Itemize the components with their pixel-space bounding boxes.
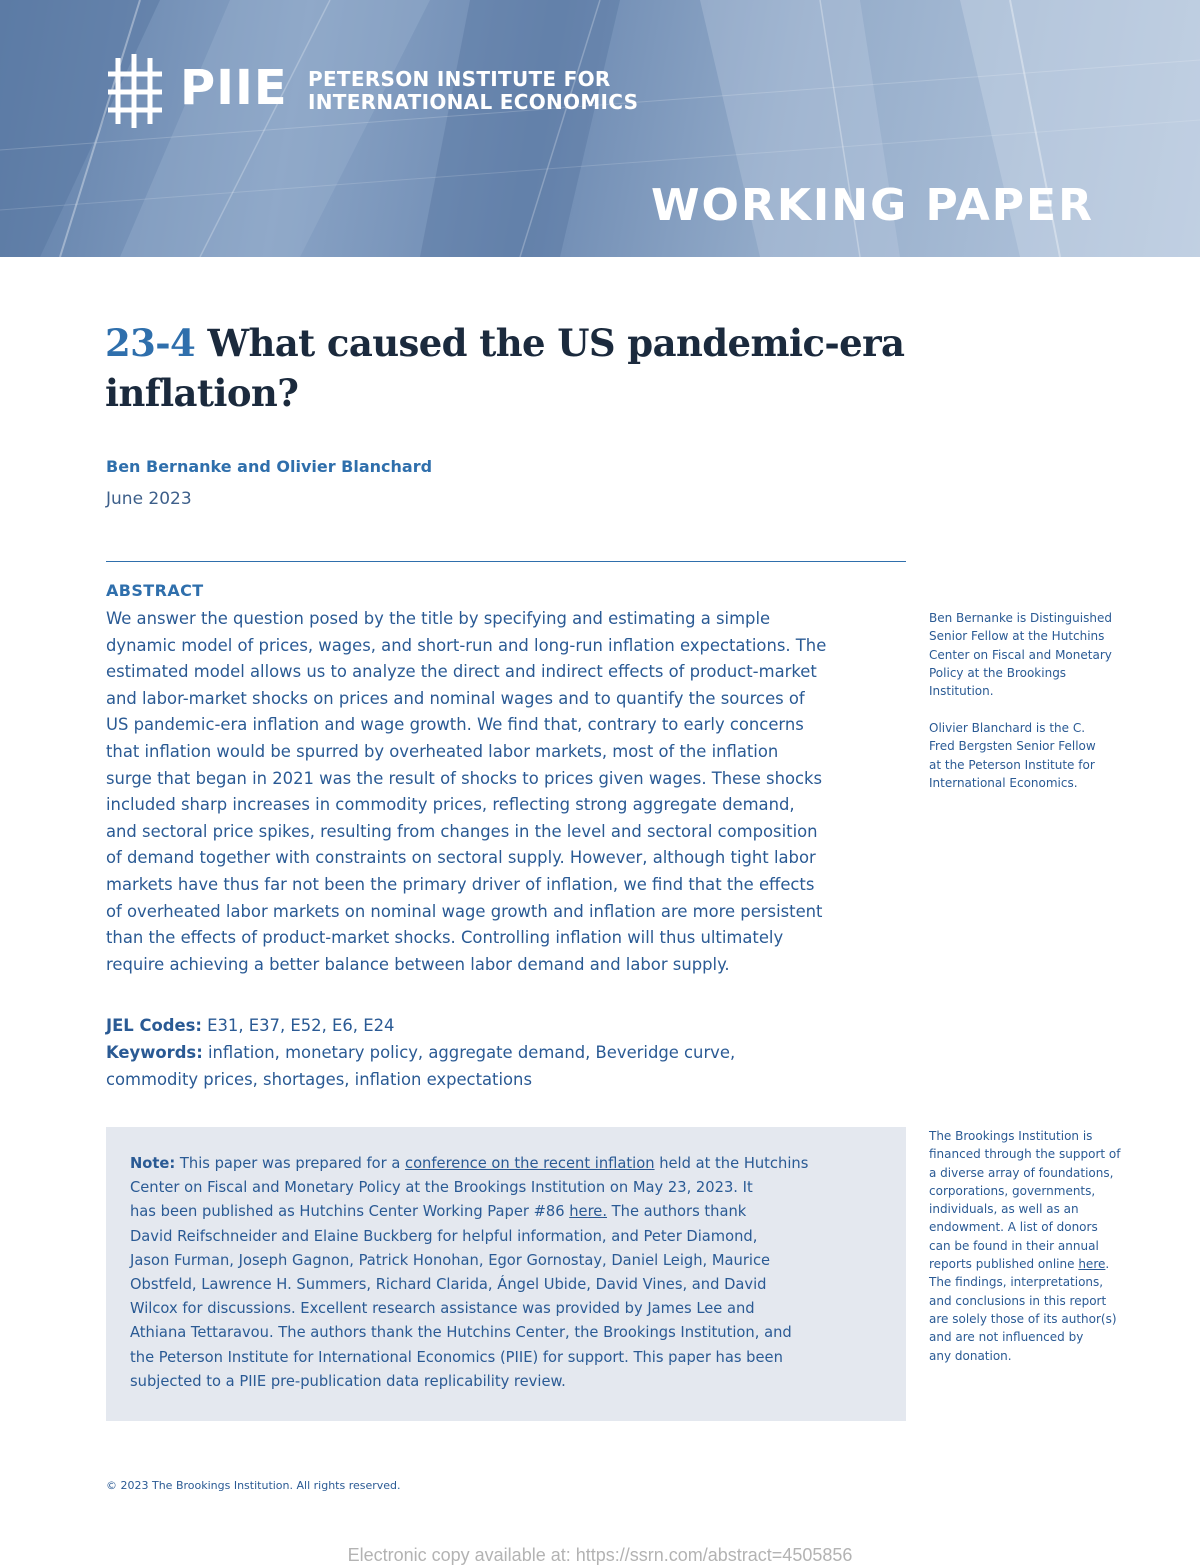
piie-logo-icon <box>104 52 166 130</box>
bio-line: Center on Fiscal and Monetary <box>929 647 1112 662</box>
disclosure-line: are solely those of its author(s) <box>929 1311 1117 1326</box>
authors: Ben Bernanke and Olivier Blanchard <box>106 457 433 476</box>
hutchins-working-paper-link[interactable]: here. <box>569 1203 608 1221</box>
bio-line: International Economics. <box>929 775 1078 790</box>
disclosure-line: can be found in their annual <box>929 1238 1099 1253</box>
abstract-heading: ABSTRACT <box>106 581 204 600</box>
abstract-line: surge that began in 2021 was the result of shocks to prices given wages. These shocks <box>106 768 823 788</box>
bio-line: Ben Bernanke is Distinguished <box>929 611 1112 625</box>
abstract-line: and sectoral price spikes, resulting from changes in the level and sectoral composition <box>106 821 818 841</box>
disclosure-fragment: . <box>1105 1257 1110 1272</box>
jel-label: JEL Codes: <box>106 1016 202 1035</box>
bio-line: at the Peterson Institute for <box>929 757 1095 772</box>
note-text-fragment: has been published as Hutchins Center Working Paper #86 <box>130 1203 570 1221</box>
disclosure-line: corporations, governments, <box>929 1183 1096 1198</box>
bio-line: Senior Fellow at the Hutchins <box>929 629 1105 644</box>
note-line: Obstfeld, Lawrence H. Summers, Richard Clarida, Ángel Ubide, David Vines, and David <box>130 1276 767 1294</box>
bio-line: Olivier Blanchard is the C. <box>929 721 1086 735</box>
logo-name-line2: INTERNATIONAL ECONOMICS <box>308 90 639 114</box>
abstract-line: markets have thus far not been the primary driver of inflation, we find that the effects <box>106 874 815 894</box>
abstract-line: of demand together with constraints on sectoral supply. However, although tight labor <box>106 848 816 868</box>
note-line: David Reifschneider and Elaine Buckberg for helpful information, and Peter Diamond, <box>130 1227 758 1245</box>
disclosure-line: individuals, as well as an <box>929 1202 1079 1217</box>
publication-date: June 2023 <box>106 489 192 509</box>
abstract-line: dynamic model of prices, wages, and short-run and long-run inflation expectations. The <box>106 635 827 655</box>
note-line: Jason Furman, Joseph Gagnon, Patrick Honohan, Egor Gornostay, Daniel Leigh, Maurice <box>130 1251 771 1269</box>
author-bio-blanchard <box>929 719 1153 792</box>
note-text-fragment: This paper was prepared for a <box>175 1155 405 1172</box>
note-line: the Peterson Institute for International Economics (PIIE) for support. This paper has been <box>130 1348 783 1366</box>
note-line: subjected to a PIIE pre-publication data replicability review. <box>130 1372 566 1390</box>
abstract-line: included sharp increases in commodity prices, reflecting strong aggregate demand, <box>106 795 795 815</box>
author-bio-bernanke <box>929 609 1153 700</box>
disclosure-line: any donation. <box>929 1348 1012 1363</box>
abstract-line: of overheated labor markets on nominal wage growth and inflation are more persistent <box>106 901 823 921</box>
note-line: Athiana Tettaravou. The authors thank the Hutchins Center, the Brookings Institution, and <box>130 1324 792 1342</box>
divider <box>106 561 906 562</box>
note-text-fragment: The authors thank <box>607 1203 747 1221</box>
abstract-body <box>106 606 912 978</box>
logo-acronym: PIIE <box>180 60 288 116</box>
title-line1: What caused the US pandemic-era <box>207 321 905 365</box>
paper-number: 23-4 <box>105 321 196 365</box>
abstract-line: US pandemic-era inflation and wage growth. We find that, contrary to early concerns <box>106 715 804 735</box>
document-type-label: WORKING PAPER <box>651 180 1094 231</box>
keywords-label: Keywords: <box>106 1043 203 1062</box>
brookings-disclosure <box>929 1127 1153 1365</box>
jel-values: E31, E37, E52, E6, E24 <box>201 1016 395 1035</box>
note-box <box>106 1127 906 1421</box>
disclosure-line: financed through the support of <box>929 1147 1121 1162</box>
keywords <box>106 1040 866 1093</box>
disclosure-line: a diverse array of foundations, <box>929 1165 1114 1180</box>
disclosure-line: The findings, interpretations, <box>929 1275 1104 1290</box>
bio-line: Fred Bergsten Senior Fellow <box>929 739 1096 754</box>
conference-link[interactable]: conference on the recent inflation <box>405 1155 655 1172</box>
abstract-line: that inflation would be spurred by overheated labor markets, most of the inflation <box>106 741 779 761</box>
keywords-values-line2: commodity prices, shortages, inflation expectations <box>106 1069 532 1089</box>
annual-reports-link[interactable]: here <box>1078 1257 1106 1272</box>
abstract-line: and labor-market shocks on prices and nominal wages and to quantify the sources of <box>106 688 805 708</box>
logo-name-line1: PETERSON INSTITUTE FOR <box>308 67 611 91</box>
note-line: Wilcox for discussions. Excellent research assistance was provided by James Lee and <box>130 1300 755 1318</box>
note-text-fragment: held at the Hutchins <box>654 1155 809 1172</box>
abstract-line: than the effects of product-market shocks. Controlling inflation will thus ultimately <box>106 928 784 948</box>
abstract-line: We answer the question posed by the title by specifying and estimating a simple <box>106 609 771 628</box>
bio-line: Institution. <box>929 684 994 699</box>
bio-line: Policy at the Brookings <box>929 665 1067 680</box>
keywords-values-line1: inflation, monetary policy, aggregate demand, Beveridge curve, <box>202 1043 736 1062</box>
copyright-notice: © 2023 The Brookings Institution. All rights reserved. <box>106 1479 401 1492</box>
title-line2: inflation? <box>105 371 299 415</box>
disclosure-line: and are not influenced by <box>929 1330 1084 1345</box>
header-banner <box>0 0 1200 257</box>
note-text <box>130 1152 886 1394</box>
paper-title <box>105 318 925 418</box>
disclosure-line: endowment. A list of donors <box>929 1220 1098 1235</box>
note-label: Note: <box>130 1155 176 1172</box>
abstract-line: estimated model allows us to analyze the direct and indirect effects of product-market <box>106 662 817 682</box>
note-line: Center on Fiscal and Monetary Policy at the Brookings Institution on May 23, 2023. It <box>130 1179 753 1197</box>
logo-institution-name <box>308 68 638 114</box>
disclosure-line: The Brookings Institution is <box>929 1129 1093 1143</box>
abstract-line: require achieving a better balance between labor demand and labor supply. <box>106 954 730 974</box>
disclosure-line: and conclusions in this report <box>929 1293 1107 1308</box>
jel-codes <box>106 1013 906 1040</box>
electronic-copy-note: Electronic copy available at: https://ssrn.com/abstract=4505856 <box>347 1545 853 1565</box>
disclosure-fragment: reports published online <box>929 1257 1079 1272</box>
